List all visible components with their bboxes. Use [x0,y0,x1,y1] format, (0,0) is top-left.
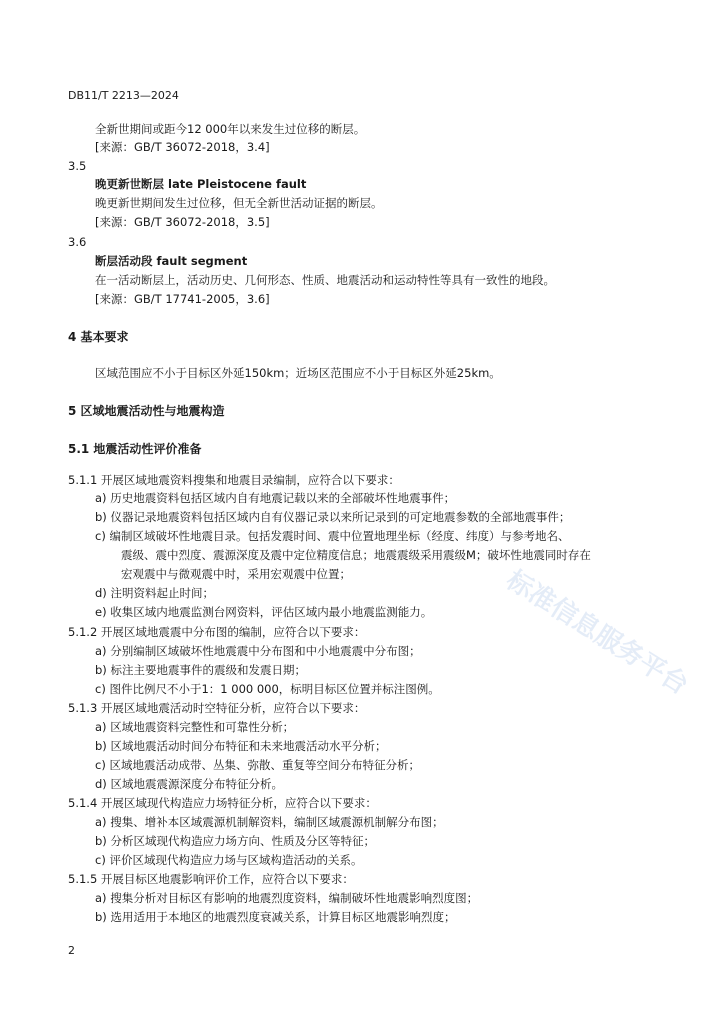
text-line: a) 搜集分析对目标区有影响的地震烈度资料，编制破坏性地震影响烈度图； [95,891,479,905]
text-line: a) 搜集、增补本区域震源机制解资料，编制区域震源机制解分布图； [95,815,444,829]
text-line: 5.1.1 开展区域地震资料搜集和地震目录编制，应符合以下要求： [68,473,400,487]
text-line: 晚更新世断层 late Pleistocene fault [95,177,307,191]
text-line: 5.1.2 开展区域地震震中分布图的编制，应符合以下要求： [68,625,366,639]
text-line: a) 区域地震资料完整性和可靠性分析； [95,720,295,734]
text-line: c) 编制区域破坏性地震目录。包括发震时间、震中位置地理坐标（经度、纬度）与参考地名、 [95,529,570,543]
text-line: 3.6 [68,235,87,249]
text-line: 5.1.3 开展区域地震活动时空特征分析，应符合以下要求： [68,701,366,715]
watermark: 标准信息服务平台 [500,565,694,701]
text-line: b) 标注主要地震事件的震级和发震日期； [95,663,306,677]
text-line: 晚更新世期间发生过位移，但无全新世活动证据的断层。 [95,196,383,210]
text-line: c) 区域地震活动成带、丛集、弥散、重复等空间分布特征分析； [95,758,420,772]
section-heading: 5 区域地震活动性与地震构造 [68,404,225,418]
text-line: c) 评价区域现代构造应力场与区域构造活动的关系。 [95,853,363,867]
text-line: 全新世期间或距今12 000年以来发生过位移的断层。 [95,122,366,136]
text-line: 宏观震中与微观震中时，采用宏观震中位置； [121,567,351,581]
text-line: 5.1.5 开展目标区地震影响评价工作，应符合以下要求： [68,872,354,886]
text-line: [来源：GB/T 36072-2018，3.5] [95,215,270,229]
page-number: 2 [68,944,75,957]
text-line: b) 选用适用于本地区的地震烈度衰减关系，计算目标区地震影响烈度； [95,910,456,924]
text-line: e) 收集区域内地震监测台网资料，评估区域内最小地震监测能力。 [95,605,433,619]
text-line: 5.1.4 开展区域现代构造应力场特征分析，应符合以下要求： [68,796,377,810]
text-line: [来源：GB/T 36072-2018，3.4] [95,140,270,154]
text-line: 断层活动段 fault segment [95,254,248,268]
text-line: b) 区域地震活动时间分布特征和未来地震活动水平分析； [95,739,387,753]
text-line: c) 图件比例尺不小于1：1 000 000，标明目标区位置并标注图例。 [95,682,440,696]
page-header-code: DB11/T 2213—2024 [68,89,179,102]
section-heading: 4 基本要求 [68,330,129,344]
text-line: 区域范围应不小于目标区外延150km；近场区范围应不小于目标区外延25km。 [95,366,501,380]
text-line: [来源：GB/T 17741-2005，3.6] [95,292,270,306]
text-line: 震级、震中烈度、震源深度及震中定位精度信息；地震震级采用震级M；破坏性地震同时存在 [121,548,591,562]
text-line: a) 分别编制区域破坏性地震震中分布图和中小地震震中分布图； [95,644,421,658]
text-line: d) 注明资料起止时间； [95,586,214,600]
text-line: d) 区域地震震源深度分布特征分析。 [95,777,283,791]
text-line: b) 仪器记录地震资料包括区域内自有仪器记录以来所记录到的可定地震参数的全部地震事件； [95,510,571,524]
text-line: b) 分析区域现代构造应力场方向、性质及分区等特征； [95,834,375,848]
text-line: 在一活动断层上，活动历史、几何形态、性质、地震活动和运动特性等具有一致性的地段。 [95,273,555,287]
text-line: 3.5 [68,159,87,173]
section-heading: 5.1 地震活动性评价准备 [68,442,202,456]
text-line: a) 历史地震资料包括区域内自有地震记载以来的全部破坏性地震事件； [95,491,456,505]
